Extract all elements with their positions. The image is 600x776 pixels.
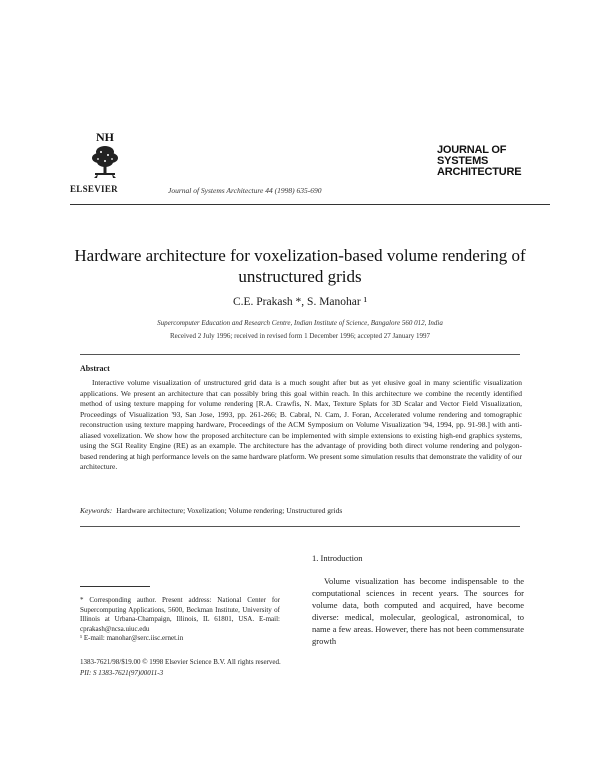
footnote-email: ¹ E-mail: manohar@serc.iisc.ernet.in [80,634,184,642]
article-title: Hardware architecture for voxelization-based volume rendering of unstructured grids [74,246,526,286]
pii-line: PII: S 1383-7621(97)00011-3 [80,669,164,677]
section-heading: 1. Introduction [312,553,363,563]
journal-brand-line: JOURNAL OF [437,144,507,156]
elsevier-tree-logo-icon [85,128,125,180]
publisher-name: ELSEVIER [70,184,118,194]
footnote-divider [80,586,150,587]
keywords-label: Keywords: [80,506,113,515]
abstract-bottom-divider [80,526,520,527]
keywords-list: Hardware architecture; Voxelization; Volume rendering; Unstructured grids [116,506,343,515]
article-dates: Received 2 July 1996; received in revised form 1 December 1996; accepted 27 January 1997 [169,332,431,340]
abstract-top-divider [80,354,520,355]
journal-brand [437,145,547,178]
author-affiliation: Supercomputer Education and Research Centre, Indian Institute of Science, Bangalore 560 012, India [157,319,443,327]
article-authors: C.E. Prakash *, S. Manohar ¹ [232,296,368,308]
footnote-corresponding-author: * Corresponding author. Present address: National Center for Supercomputing Applications, 5600, Beckman Institute, University of Illinois at Urbana-Champaign, Illinois, IL 61801, USA. E-mail: cprakash@ncsa.uiuc.edu [80,596,280,633]
svg-text:NH: NH [96,130,114,144]
copyright-line: 1383-7621/98/$19.00 © 1998 Elsevier Science B.V. All rights reserved. [80,658,281,666]
abstract-body: Interactive volume visualization of unstructured grid data is a much sought after but as yet elusive goal in many scientific visualization applications. We present an architecture that can possibly bring this goal within reach. In this architecture we combine the recently identified method of using texture mapping for volume rendering [R.A. Crawfis, N. Max, Texture Splats for 3D Scalar and Vector Field Visualization, Proceedings of Visualization '93, San Jose, 1993, pp. 261-266; B. Cabral, N. Cam, J. Foran, Accelerated volume rendering and tomographic reconstruction using texture mapping hardware, Proceedings of the ACM Symposium on Volume Visualization '94, 1994, pp. 91-98.] with anti-aliased voxelization. We show how the proposed architecture can be implemented with simple extensions to existing high-end graphics systems, using the SGI Reality Engine (RE) as an example. The architecture has the advantage of providing both direct volume rendering and polygon-based rendering at high performance levels on the same hardware platform. We present some simulation results that demonstrate the validity of our architecture. [80,378,522,471]
abstract-heading: Abstract [80,364,110,373]
header-divider [70,204,550,205]
journal-brand-line: SYSTEMS [437,155,489,167]
journal-brand-line: ARCHITECTURE [437,166,522,178]
keywords [80,506,520,515]
intro-paragraph: Volume visualization has become indispensable to the computational sciences in recent years. The sources for volume data, both computed and acquired, have become diverse: medical, molecular, geological, astronomical, to name a few areas. However, there has not been commensurate growth [312,576,524,646]
publisher-logo [70,128,140,180]
journal-citation: Journal of Systems Architecture 44 (1998) 635-690 [168,186,322,195]
